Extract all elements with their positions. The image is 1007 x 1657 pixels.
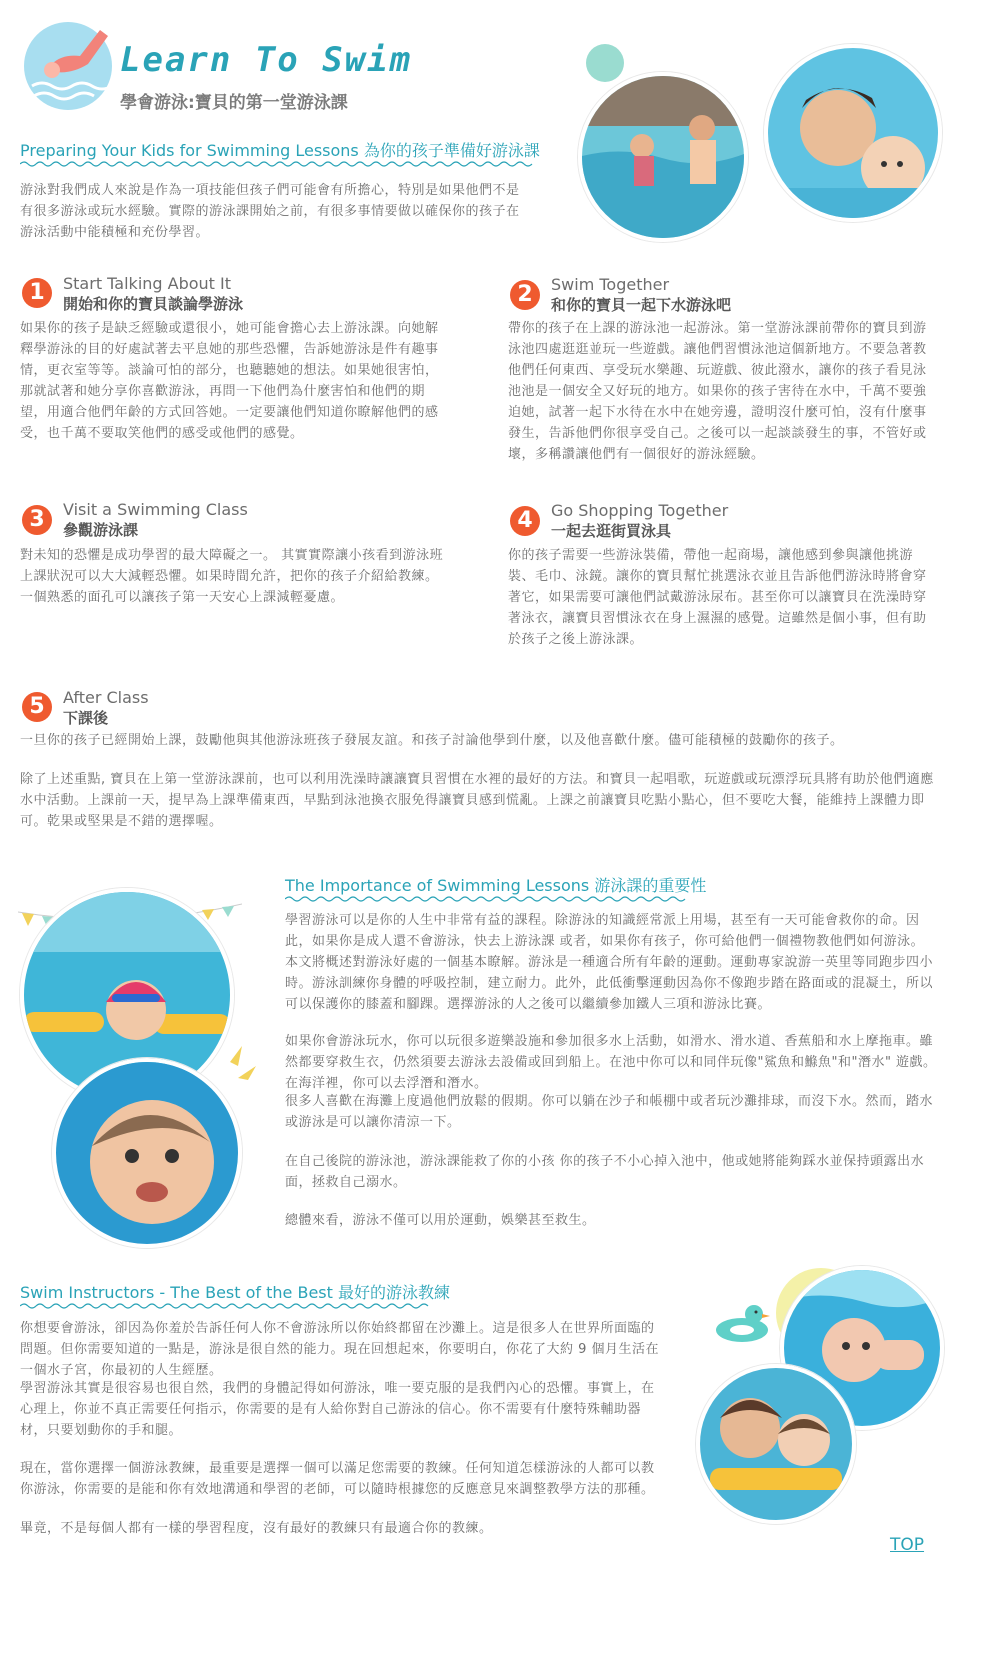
swimmer-logo-icon xyxy=(22,20,114,112)
step-5-text: 一旦你的孩子已經開始上課，鼓勵他與其他游泳班孩子發展友誼。和孩子討論他學到什麼，以及他喜歡什麼。儘可能積極的鼓勵你的孩子。 xyxy=(20,733,844,748)
step-4-title-en: Go Shopping Together xyxy=(551,501,729,520)
page-title: Learn To Swim xyxy=(120,40,413,80)
step-2-number: 2 xyxy=(510,280,540,310)
importance-p2: 如果你會游泳玩水，你可以玩很多遊樂設施和參加很多水上活動，如滑水、滑水道、香蕉船和水上摩拖車。雖然都要穿救生衣，仍然須要去游泳去設備或回到船上。在池中你可以和同伴玩像"鯊魚和鰷魚"和"潛水" 遊戲。在海洋裡，你可以去浮潛和潛水。 xyxy=(285,1034,937,1091)
header-photo-dad-baby xyxy=(764,44,942,222)
instructors-title: Swim Instructors - The Best of the Best 最好的游泳教練 xyxy=(20,1283,450,1302)
instructors-p3: 現在，當你選擇一個游泳教練，最重要是選擇一個可以滿足您需要的教練。任何知道怎樣游泳的人都可以教你游泳，你需要的是能和你有效地溝通和學習的老師，可以隨時根據您的反應意見來調整教學方法的那種。 xyxy=(20,1461,655,1497)
header-photo-pool xyxy=(578,72,748,242)
after-paragraph: 除了上述重點, 寶貝在上第一堂游泳課前，也可以利用洗澡時讓讓寶貝習慣在水裡的最好的方法。和寶貝一起唱歌，玩遊戲或玩漂浮玩具將有助於他們適應水中活動。上課前一天，提早為上課準備東西，早點到泳池換衣服免得讓寶貝感到慌亂。上課之前讓寶貝吃點小點心，但不要吃大餐，能維持上課體力即可。乾果或堅果是不錯的選擇喔。 xyxy=(20,772,934,829)
step-5-title-zh: 下課後 xyxy=(63,709,109,727)
back-to-top-link[interactable]: TOP xyxy=(890,1535,925,1555)
step-4-text: 你的孩子需要一些游泳裝備，帶他一起商場，讓他感到參與讓他挑游裝、毛巾、泳鏡。讓你的寶貝幫忙挑選泳衣並且告訴他們游泳時將會穿著它，如果需要可讓他們試戴游泳尿布。甚至你可以讓寶貝在洗澡時穿著泳衣，讓寶貝習慣泳衣在身上濕濕的感覺。這雖然是個小事，但有助於孩子之後上游泳課。 xyxy=(508,548,927,647)
importance-p4: 在自己後院的游泳池，游泳課能救了你的小孩 你的孩子不小心掉入池中，他或她將能夠踩水並保持頭露出水面，拯救自己溺水。 xyxy=(285,1154,925,1190)
instructors-p2: 學習游泳其實是很容易也很自然，我們的身體記得如何游泳，唯一要克服的是我們內心的恐懼。事實上，在心理上，你並不真正需要任何指示，你需要的是有人給你對自己游泳的信心。你不需要有什麼特殊輔助器材，只要划動你的手和腿。 xyxy=(20,1381,655,1438)
importance-photo-baby-underwater xyxy=(52,1058,242,1248)
step-2-title-zh: 和你的寶貝一起下水游泳吧 xyxy=(551,296,732,314)
step-3-title-en: Visit a Swimming Class xyxy=(63,500,248,519)
step-3-number: 3 xyxy=(22,505,52,535)
step-1-title-zh: 開始和你的寶貝談論學游泳 xyxy=(63,295,244,313)
intro-title: Preparing Your Kids for Swimming Lessons 為你的孩子準備好游泳課 xyxy=(20,141,540,160)
instructors-p4: 畢竟，不是每個人都有一樣的學習程度，沒有最好的教練只有最適合你的教練。 xyxy=(20,1521,493,1536)
step-1-number: 1 xyxy=(22,278,52,308)
intro-text: 游泳對我們成人來說是作為一項技能但孩子們可能會有所擔心，特別是如果他們不是有很多游泳或玩水經驗。實際的游泳課開始之前，有很多事情要做以確保你的孩子在游泳活動中能積極和充份學習。 xyxy=(20,183,520,240)
decor-dot xyxy=(586,44,624,82)
importance-p5: 總體來看，游泳不僅可以用於運動，娛樂甚至救生。 xyxy=(285,1213,596,1228)
wave-divider xyxy=(285,895,691,903)
step-2-text: 帶你的孩子在上課的游泳池一起游泳。第一堂游泳課前帶你的寶貝到游泳池四處逛逛並玩一些遊戲。讓他們習慣泳池這個新地方。不要急著教他們任何東西、享受玩水樂趣、玩遊戲、彼此潑水，讓你的孩子看見泳池池是一個安全又好玩的地方。如果你的孩子害待在水中，千萬不要強迫她，試著一起下水待在水中在她旁邊，證明沒什麼可怕，沒有什麼事發生，告訴他們你很享受自己。之後可以一起談談發生的事，不管好或壞，多稱讚讓他們有一個很好的游泳經驗。 xyxy=(508,321,927,462)
wave-divider xyxy=(20,1302,430,1310)
sparkle-icon xyxy=(228,1042,260,1082)
step-4-title-zh: 一起去逛街買泳具 xyxy=(551,522,672,540)
page-subtitle: 學會游泳:寶貝的第一堂游泳課 xyxy=(120,93,348,113)
step-4-number: 4 xyxy=(510,506,540,536)
rubber-duck-float-icon xyxy=(712,1300,772,1346)
instructors-photo-mom-baby xyxy=(696,1364,856,1524)
step-3-text: 對未知的恐懼是成功學習的最大障礙之一。 其實實際讓小孩看到游泳班上課狀況可以大大減輕恐懼。如果時間允許，把你的孩子介紹給教練。一個熟悉的面孔可以讓孩子第一天安心上課減輕憂慮。 xyxy=(20,548,444,605)
step-5-title-en: After Class xyxy=(63,688,149,707)
step-1-title-en: Start Talking About It xyxy=(63,274,232,293)
importance-p3: 很多人喜歡在海灘上度過他們放鬆的假期。你可以躺在沙子和帳棚中或者玩沙灘排球，而沒下水。然而，踏水或游泳是可以讓你清涼一下。 xyxy=(285,1094,934,1130)
step-5-number: 5 xyxy=(22,692,52,722)
importance-title: The Importance of Swimming Lessons 游泳課的重要性 xyxy=(285,876,707,895)
step-2-title-en: Swim Together xyxy=(551,275,670,294)
wave-divider xyxy=(20,160,536,168)
step-1-text: 如果你的孩子是缺乏經驗或還很小，她可能會擔心去上游泳課。向她解釋學游泳的目的好處試著去平息她的那些恐懼，告訴她游泳是件有趣事情，更衣室等等。談論可怕的部分，也聽聽她的想法。如果她很害怕，那就試著和她分享你喜歡游泳，再問一下他們為什麼害怕和他們的期望，用適合他們年齡的方式回答她。一定要讓他們知道你瞭解他們的感受，也千萬不要取笑他們的感受或他們的感覺。 xyxy=(20,321,439,441)
step-3-title-zh: 參觀游泳課 xyxy=(63,521,139,539)
header-logo xyxy=(22,20,114,112)
instructors-p1: 你想要會游泳，卻因為你羞於告訴任何人你不會游泳所以你始終都留在沙灘上。這是很多人在世界所面臨的問題。但你需要知道的一點是，游泳是很自然的能力。現在回想起來，你要明白，你花了大約 9 個月生活在一個水子宮，你最初的人生經歷。 xyxy=(20,1321,660,1378)
importance-p1: 學習游泳可以是你的人生中非常有益的課程。除游泳的知識經常派上用場，甚至有一天可能會救你的命。因此，如果你是成人還不會游泳，快去上游泳課 或者，如果你有孩子，你可給他們一個禮物教他們如何游泳。本文將概述對游泳好處的一個基本瞭解。游泳是一種適合所有年齡的運動。運動專家說游一英里等同跑步四小時。游泳訓練你身體的呼吸控制，建立耐力。此外，此低衝擊運動因為你不像跑步踏在路面或的混凝土，所以可以保護你的膝蓋和腳踝。選擇游泳的人之後可以繼續參加鐵人三項和游泳比賽。 xyxy=(285,913,934,1012)
